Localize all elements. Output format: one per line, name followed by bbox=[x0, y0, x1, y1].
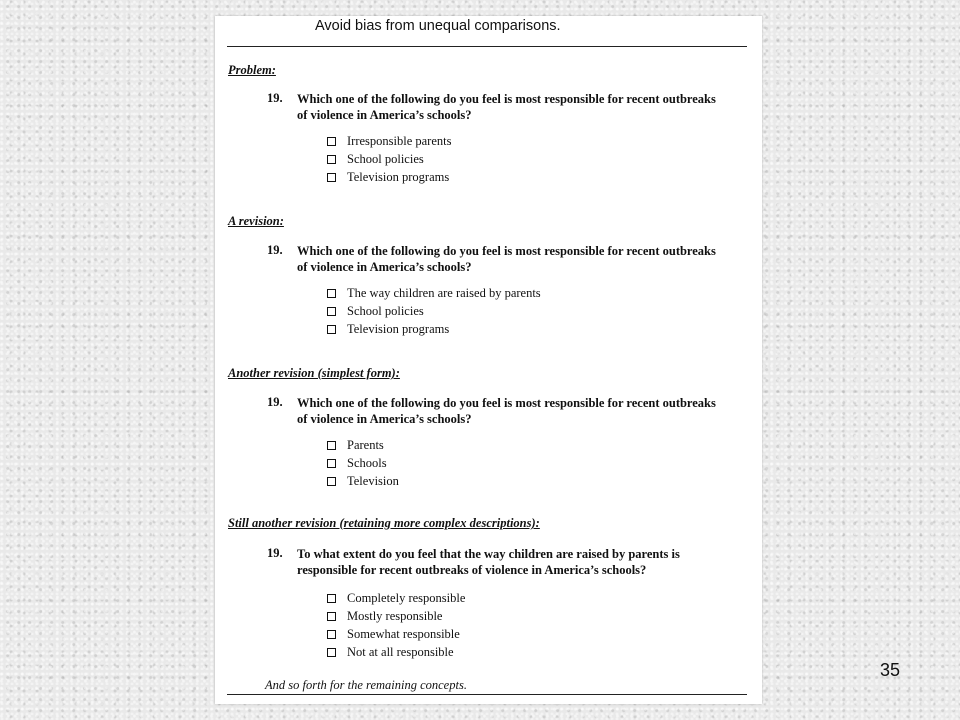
section-heading: Still another revision (retaining more complex descriptions): bbox=[228, 516, 540, 530]
question-line: of violence in America’s schools? bbox=[297, 108, 472, 122]
option-label: Not at all responsible bbox=[347, 645, 454, 659]
checkbox-icon[interactable] bbox=[327, 441, 336, 450]
slide-page-number: 35 bbox=[880, 660, 901, 680]
option-label: Television programs bbox=[347, 322, 450, 336]
checkbox-icon[interactable] bbox=[327, 594, 336, 603]
option-label: School policies bbox=[347, 152, 424, 166]
checkbox-icon[interactable] bbox=[327, 648, 336, 657]
question-line: responsible for recent outbreaks of violence in America’s schools? bbox=[297, 563, 647, 577]
question-text bbox=[297, 243, 752, 275]
option-label: Parents bbox=[347, 438, 384, 452]
question-line: of violence in America’s schools? bbox=[297, 260, 472, 274]
checkbox-icon[interactable] bbox=[327, 459, 336, 468]
question-line: Which one of the following do you feel is most responsible for recent outbreaks bbox=[297, 396, 716, 410]
checkbox-icon[interactable] bbox=[327, 155, 336, 164]
question-number: 19. bbox=[267, 243, 283, 257]
question-text bbox=[297, 546, 752, 578]
bottom-divider bbox=[227, 694, 747, 695]
checkbox-icon[interactable] bbox=[327, 173, 336, 182]
question-number: 19. bbox=[267, 546, 283, 560]
page-title: Avoid bias from unequal comparisons. bbox=[315, 18, 561, 34]
question-line: Which one of the following do you feel is most responsible for recent outbreaks bbox=[297, 244, 716, 258]
question-number: 19. bbox=[267, 395, 283, 409]
option-label: School policies bbox=[347, 304, 424, 318]
option-label: Somewhat responsible bbox=[347, 627, 460, 641]
checkbox-icon[interactable] bbox=[327, 477, 336, 486]
top-divider bbox=[227, 46, 747, 47]
option-label: Mostly responsible bbox=[347, 609, 443, 623]
question-text bbox=[297, 91, 752, 123]
option-label: Completely responsible bbox=[347, 591, 466, 605]
option-label: The way children are raised by parents bbox=[347, 286, 541, 300]
question-number: 19. bbox=[267, 91, 283, 105]
question-line: of violence in America’s schools? bbox=[297, 412, 472, 426]
section-heading: Problem: bbox=[228, 63, 276, 77]
option-label: Television programs bbox=[347, 170, 450, 184]
checkbox-icon[interactable] bbox=[327, 630, 336, 639]
section-heading: Another revision (simplest form): bbox=[228, 366, 400, 380]
question-line: To what extent do you feel that the way children are raised by parents is bbox=[297, 547, 680, 561]
footer-note: And so forth for the remaining concepts. bbox=[265, 678, 467, 692]
question-line: Which one of the following do you feel is most responsible for recent outbreaks bbox=[297, 92, 716, 106]
checkbox-icon[interactable] bbox=[327, 612, 336, 621]
checkbox-icon[interactable] bbox=[327, 137, 336, 146]
checkbox-icon[interactable] bbox=[327, 289, 336, 298]
question-text bbox=[297, 395, 752, 427]
checkbox-icon[interactable] bbox=[327, 325, 336, 334]
section-heading: A revision: bbox=[228, 214, 284, 228]
option-label: Irresponsible parents bbox=[347, 134, 452, 148]
option-label: Schools bbox=[347, 456, 387, 470]
option-label: Television bbox=[347, 474, 399, 488]
checkbox-icon[interactable] bbox=[327, 307, 336, 316]
document-page bbox=[215, 16, 762, 704]
